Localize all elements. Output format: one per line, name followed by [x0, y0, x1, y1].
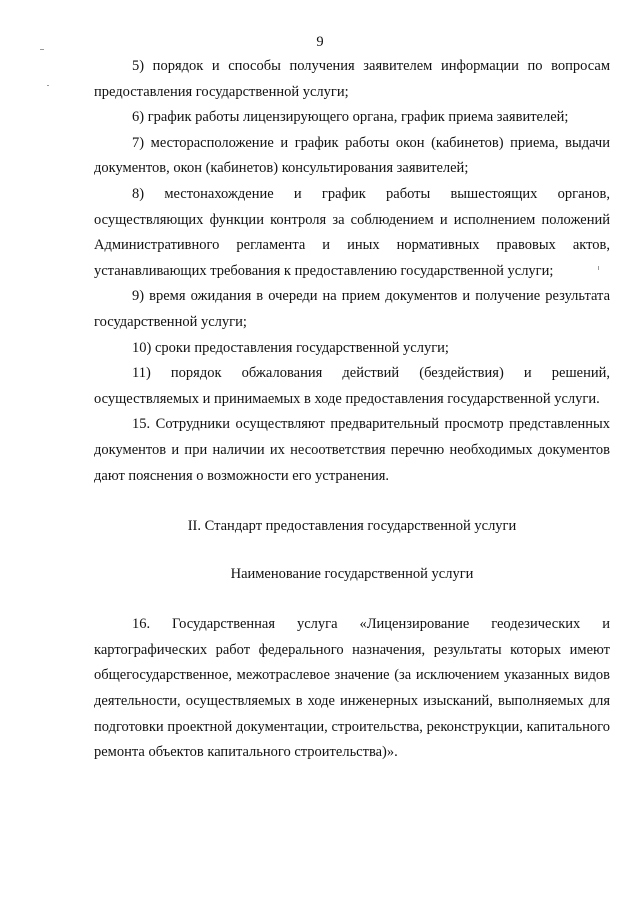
subsection-heading: Наименование государственной услуги — [230, 565, 474, 582]
paragraph-15: 15. Сотрудники осуществляют предварительный просмотр представленных документов и при наличии их несоответствия перечню необходимых документов дают пояснения о возможности его устранения. — [94, 416, 610, 484]
paragraph-item-8: 8) местонахождение и график работы вышестоящих органов, осуществляющих функции контроля за соблюдением и исполнением положений Административного регламента и иных нормативных правовых актов, устанавливающих требования к предоставлению государственной услуги; — [94, 185, 610, 279]
paragraph-item-5: 5) порядок и способы получения заявителем информации по вопросам предоставления государственной услуги; — [94, 58, 610, 100]
scan-speck — [47, 85, 49, 86]
paragraph-item-10: 10) сроки предоставления государственной услуги; — [132, 339, 449, 356]
scan-speck — [40, 49, 44, 50]
paragraph-item-9: 9) время ожидания в очереди на прием документов и получение результата государственной услуги; — [94, 288, 610, 330]
section-heading: II. Стандарт предоставления государственной услуги — [187, 518, 517, 535]
paragraph-item-7: 7) месторасположение и график работы окон (кабинетов) приема, выдачи документов, окон (кабинетов) консультирования заявителей; — [94, 134, 610, 177]
paragraph-16: 16. Государственная услуга «Лицензирование геодезических и картографических работ федерального назначения, результаты которых имеют общегосударственное, межотраслевое значение (за исключением указанных видов деятельности, осуществляемых в ходе инженерных изысканий, выполняемых для подготовки проектной документации, строительства, реконструкции, капитального ремонта объектов капитального строительства)». — [94, 616, 610, 761]
document-body — [94, 54, 610, 766]
scan-speck — [598, 266, 599, 270]
page-number: 9 — [316, 34, 324, 50]
paragraph-item-6: 6) график работы лицензирующего органа, график приема заявителей; — [132, 109, 569, 126]
paragraph-item-11: 11) порядок обжалования действий (бездействия) и решений, осуществляемых и принимаемых в ходе предоставления государственной услуги. — [94, 365, 610, 407]
